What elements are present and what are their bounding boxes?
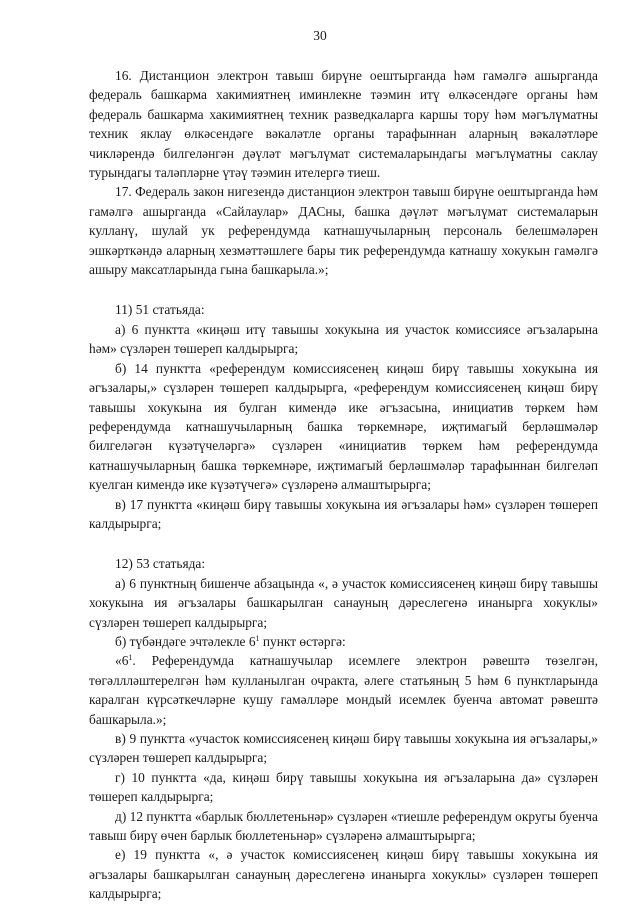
paragraph-16: 16. Дистанцион электрон тавыш бирүне оештырганда һәм гамәлгә ашырганда федераль башкарма хакимиятнең иминлекне тәэмин итү өлкәсендәге органы һәм федераль башкарма хакимиятнең техник разведкаларга каршы тору һәм мәгълүматны техник яклау өлкәсендәге вәкаләтле органы тарафыннан аларның вәкаләтләре чикләрендә билгеләнгән дәүләт мәгълүмат системаларындагы мәгълүматны саклау турындагы таләпләрне үтәү тәэмин ителергә тиеш.: [89, 68, 598, 181]
document-body: [89, 66, 598, 904]
section-12-item-f: е) 19 пунктта «, ә участок комиссиясенең киңәш бирү тавышы хокукына ия әгъзалары башкарылган санауның дәреслегенә инанырга хокуклы» сүзләрен төшереп калдырырга;: [89, 847, 598, 902]
section-12-item-c: в) 9 пунктта «участок комиссиясенең киңәш бирү тавышы хокукына ия әгъзалары,» сүзләрен төшереп калдырырга;: [89, 731, 598, 766]
section-11-item-a: а) 6 пунктта «киңәш итү тавышы хокукына ия участок комиссиясе әгъзаларына һәм» сүзләрен төшереп калдырырга;: [89, 321, 598, 357]
section-12-item-a: а) 6 пунктның бишенче абзацында «, ә участок комиссиясенең киңәш бирү тавышы хокукына ия әгъзалары башкарылган санауның дәреслегенә инанырга хокуклы» сүзләрен төшереп калдырырга;: [89, 575, 598, 630]
section-12-new-point: [89, 651, 598, 729]
section-12-item-e: д) 12 пунктта «барлык бюллетеньнәр» сүзләрен «тиешле референдум округы буенча тавыш бирү өчен барлык бюллетеньнәр» сүзләренә алмаштырырга;: [89, 808, 598, 844]
spacer: [89, 279, 598, 300]
quote-start: «6: [115, 653, 129, 669]
section-11-item-c: в) 17 пунктта «киңәш бирү тавышы хокукына ия әгъзалары һәм» сүзләрен төшереп калдырырга;: [89, 496, 598, 531]
section-12-item-d: г) 10 пунктта «да, киңәш бирү тавышы хокукына ия әгъзаларына да» сүзләрен төшереп калдырырга;: [89, 769, 598, 805]
item-b-text: б) түбәндәге эчтәлекле 6: [115, 633, 256, 649]
superscript: 1: [255, 633, 260, 643]
quote-text: . Референдумда катнашучылар исемлеге электрон рәвештә төзелгән, төгәллләштерелгән һәм кулланылган очракта, әлеге статьяның 5 һәм 6 пунктларында каралган күрсәткечләрне кушу гамәлләре мондый исемлек буенча автомат рәвештә башкарыла.»;: [89, 653, 598, 727]
section-12-heading: 12) 53 статьяда:: [115, 556, 206, 572]
spacer: [89, 533, 598, 554]
section-11-heading: 11) 51 статьяда:: [115, 302, 205, 318]
section-11-item-b: б) 14 пунктта «референдум комиссиясенең киңәш бирү тавышы хокукына ия әгъзалары,» сүзләрен төшереп калдырырга, «референдум комиссиясенең киңәш бирү тавышы хокукына ия булган кимендә ике әгъзасына, инициатив төркем һәм референдумда катнашучыларның башка төркемнәре, иҗтимагый берләшмәләр билгеләгән күзәтүчеләргә» сүзләрен «инициатив төркем һәм референдумда катнашучыларның башка төркемнәре, иҗтимагый берләшмәләр тарафыннан билгеләп куелган кимендә ике күзәтүчегә» сүзләренә алмаштырырга;: [89, 360, 598, 493]
section-12-item-b: [89, 632, 598, 651]
item-b-text-end: пункт өстәргә:: [259, 633, 346, 649]
page-number: 30: [313, 28, 327, 43]
superscript: 1: [128, 653, 133, 663]
paragraph-17: 17. Федераль закон нигезендә дистанцион электрон тавыш бирүне оештырганда һәм гамәлгә ашырганда «Сайлаулар» ДАСны, башка дәүләт мәгълүмат системаларын кулланү, шулай ук референдумда катнашучыларның персональ белешмәләрен эшкәрткәндә аларның хезмәттәшлеге бары тик референдумда катнашу хокукын гамәлгә ашыру максатларында гына башкарыла.»;: [89, 184, 598, 278]
